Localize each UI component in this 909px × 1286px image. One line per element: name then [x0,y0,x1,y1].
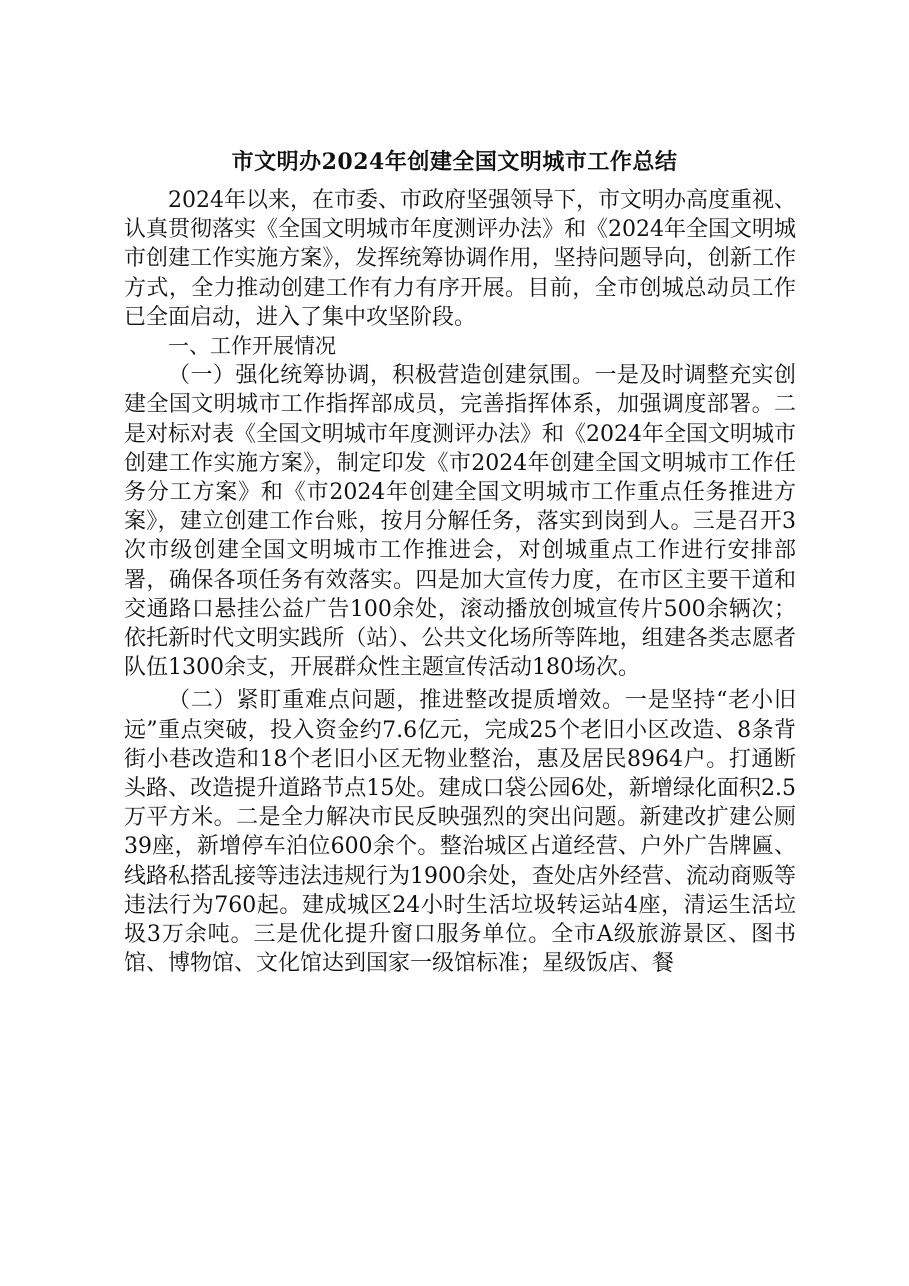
section-heading-1: 一、工作开展情况 [168,334,336,359]
document-title: 市文明办2024年创建全国文明城市工作总结 [231,149,678,175]
subsection-2-lead: （二）紧盯重难点问题，推进整改提质增效。 [168,688,625,714]
intro-paragraph: 2024年以来，在市委、市政府坚强领导下，市文明办高度重视、认真贯彻落实《全国文明城市年度测评办法》和《2024年全国文明城市创建工作实施方案》，发挥统筹协调作用，坚持问题导向，创新工作方式，全力推动创建工作有力有序开展。目前，全市创城总动员工作已全面启动，进入了集中攻坚阶段。 [124,188,796,330]
document-body [124,186,796,978]
subsection-1-lead: （一）强化统筹协调，积极营造创建氛围。 [168,363,595,389]
subsection-1-paragraph [124,361,796,682]
subsection-2-body: 一是坚持“老小旧远”重点突破，投入资金约7.6亿元，完成25个老旧小区改造、8条背街小巷改造和18个老旧小区无物业整治，惠及居民8964户。打通断头路、改造提升道路节点15处。建成口袋公园6处，新增绿化面积2.5万平方米。二是全力解决市民反映强烈的突出问题。新建改扩建公厕39座，新增停车泊位600余个。整治城区占道经营、户外广告牌匾、线路私搭乱接等违法违规行为1900余处，查处店外经营、流动商贩等违法行为760起。建成城区24小时生活垃圾转运站4座，清运生活垃圾3万余吨。三是优化提升窗口服务单位。全市A级旅游景区、图书馆、博物馆、文化馆达到国家一级馆标准；星级饭店、餐 [124,688,797,977]
subsection-2-paragraph [124,686,796,978]
subsection-1-body: 一是及时调整充实创建全国文明城市工作指挥部成员，完善指挥体系，加强调度部署。二是对标对表《全国文明城市年度测评办法》和《2024年全国文明城市创建工作实施方案》，制定印发《市2024年创建全国文明城市工作任务分工方案》和《市2024年创建全国文明城市工作重点任务推进方案》，建立创建工作台账，按月分解任务，落实到岗到人。三是召开3次市级创建全国文明城市工作推进会，对创城重点工作进行安排部署，确保各项任务有效落实。四是加大宣传力度，在市区主要干道和交通路口悬挂公益广告100余处，滚动播放创城宣传片500余辆次；依托新时代文明实践所（站）、公共文化场所等阵地，组建各类志愿者队伍1300余支，开展群众性主题宣传活动180场次。 [124,363,796,681]
